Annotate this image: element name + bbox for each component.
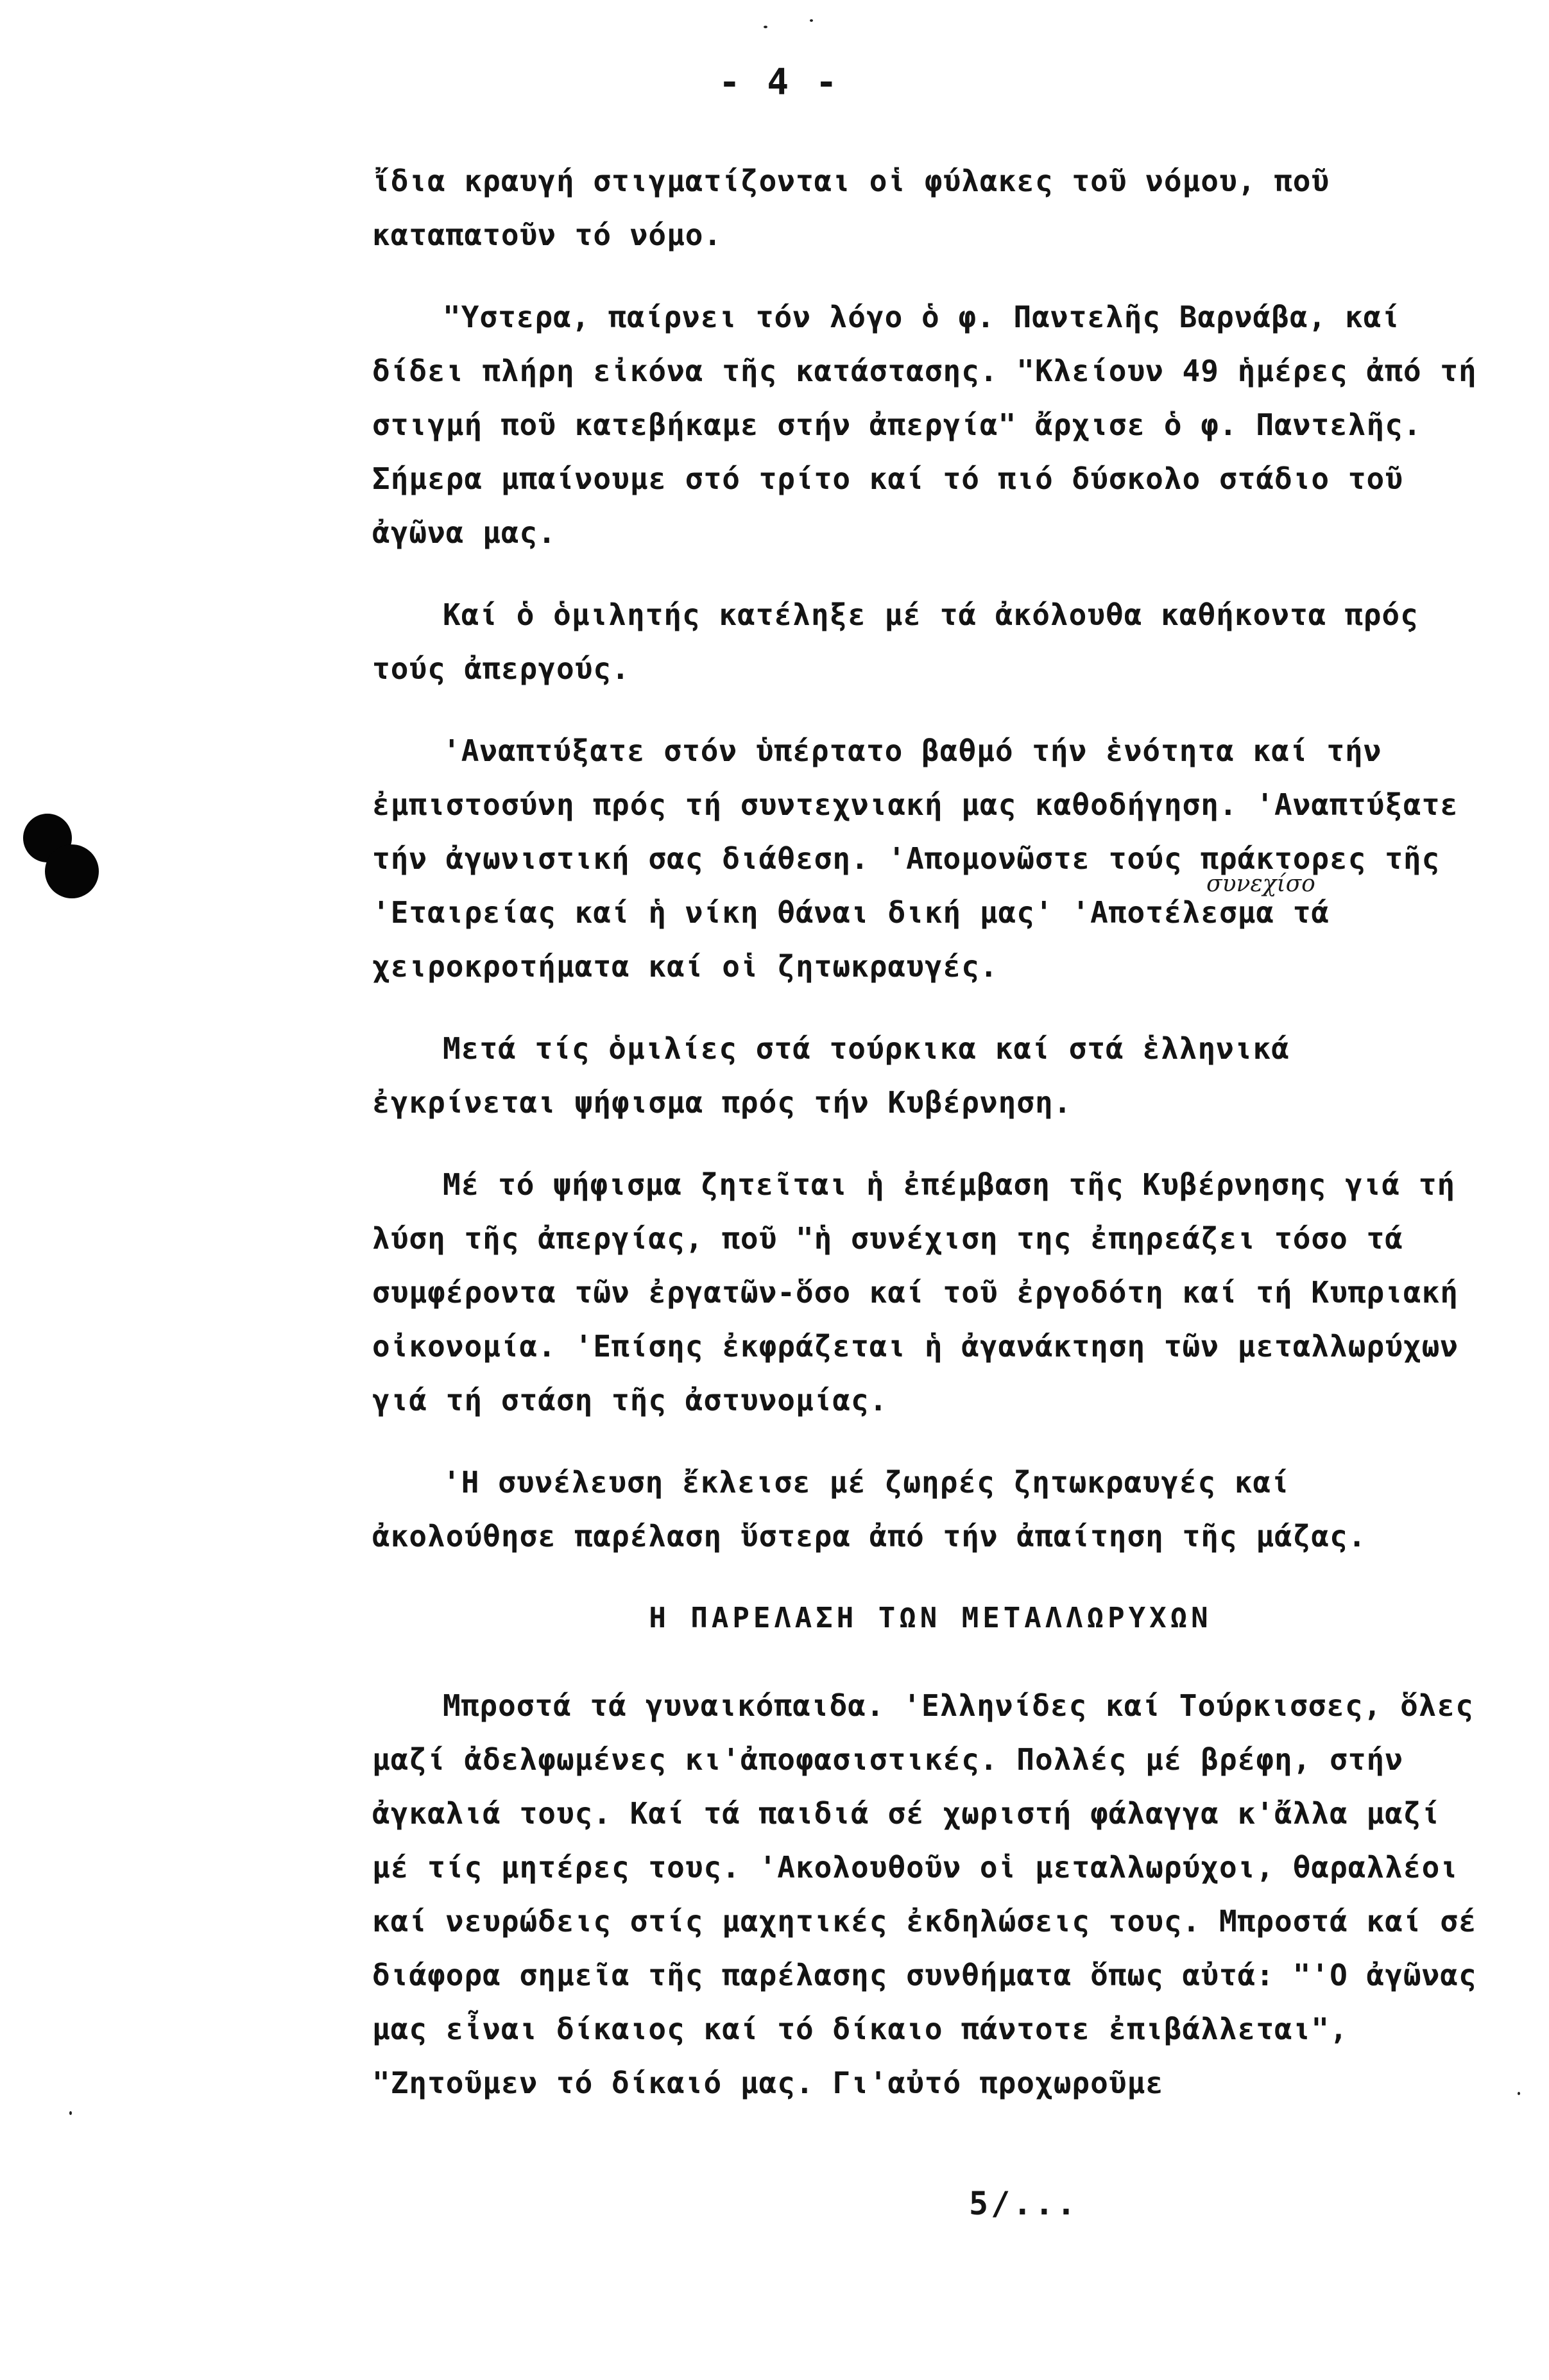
- paragraph-3: Καί ὁ ὁμιλητής κατέληξε μέ τά ἀκόλουθα καθήκοντα πρός τούς ἀπεργούς.: [372, 597, 1437, 686]
- document-body: [372, 154, 1496, 2138]
- paragraph-8: Μπροστά τά γυναικόπαιδα. 'Ελληνίδες καί Τούρκισσες, ὅλες μαζί ἀδελφωμένες κι'ἀποφασιστικές. Πολλές μέ βρέφη, στήν ἀγκαλιά τους. Καί τά παιδιά σέ χωριστή φάλαγγα κ'ἄλλα μαζί μέ τίς μητέρες τους. 'Ακολουθοῦν οἱ μεταλλωρύχοι, θαραλλέοι καί νευρώδεις στίς μαχητικές ἐκδηλώσεις τους. Μπροστά καί σέ διάφορα σημεῖα τῆς παρέλασης συνθήματα ὅπως αὐτά: "'Ο ἀγῶνας μας εἶναι δίκαιος καί τό δίκαιο πάντοτε ἐπιβάλλεται", "Ζητοῦμεν τό δίκαιό μας. Γι'αὐτό προχωροῦμε: [372, 1688, 1496, 2100]
- paragraph-2: "Υστερα, παίρνει τόν λόγο ὁ φ. Παντελῆς Βαρνάβα, καί δίδει πλήρη εἰκόνα τῆς κατάστασης. "Κλείουν 49 ἡμέρες ἀπό τή στιγμή ποῦ κατεβήκαμε στήν ἀπεργία" ἄρχισε ὁ φ. Παντελῆς. Σήμερα μπαίνουμε στό τρίτο καί τό πιό δύσκολο στάδιο τοῦ ἀγῶνα μας.: [372, 300, 1496, 550]
- handwritten-correction: συνεχίσο: [1206, 871, 1315, 897]
- page-number: - 4 -: [719, 62, 840, 103]
- punch-hole-bottom: [45, 844, 99, 898]
- paragraph-7: 'Η συνέλευση ἔκλεισε μέ ζωηρές ζητωκραυγές καί ἀκολούθησε παρέλαση ὕστερα ἀπό τήν ἀπαίτηση τῆς μάζας.: [372, 1465, 1367, 1554]
- paragraph-4: 'Αναπτύξατε στόν ὑπέρτατο βαθμό τήν ἑνότητα καί τήν ἐμπιστοσύνη πρός τή συντεχνιακή μας καθοδήγηση. 'Αναπτύξατε τήν ἀγωνιστική σας διάθεση. 'Απομονῶστε τούς πράκτορες τῆς 'Εταιρείας καί ἡ νίκη θάναι δική μας' 'Αποτέλεσμα τά χειροκροτήματα καί οἱ ζητωκραυγές.: [372, 733, 1477, 984]
- scan-speck: [764, 26, 767, 28]
- paragraph-1: ἴδια κραυγή στιγματίζονται οἱ φύλακες τοῦ νόμου, ποῦ καταπατοῦν τό νόμο.: [372, 164, 1348, 252]
- paragraph-6: Μέ τό ψήφισμα ζητεῖται ἡ ἐπέμβαση τῆς Κυβέρνησης γιά τή λύση τῆς ἀπεργίας, ποῦ "ἡ συνέχιση της ἐπηρεάζει τόσο τά συμφέροντα τῶν ἐργατῶν-ὅσο καί τοῦ ἐργοδότη καί τή Κυπριακή οἰκονομία. 'Επίσης ἐκφράζεται ἡ ἀγανάκτηση τῶν μεταλλωρύχων γιά τή στάση τῆς ἀστυνομίας.: [372, 1167, 1477, 1417]
- scan-speck: [1518, 2092, 1520, 2095]
- paragraph-5: Μετά τίς ὁμιλίες στά τούρκικα καί στά ἑλληνικά ἐγκρίνεται ψήφισμα πρός τήν Κυβέρνηση.: [372, 1031, 1308, 1120]
- continuation-mark: 5/...: [969, 2185, 1079, 2222]
- section-heading: Η ΠΑΡΕΛΑΣΗ ΤΩΝ ΜΕΤΑΛΛΩΡΥΧΩΝ: [649, 1602, 1212, 1634]
- scan-speck: [69, 2111, 72, 2115]
- scan-speck: [810, 19, 813, 22]
